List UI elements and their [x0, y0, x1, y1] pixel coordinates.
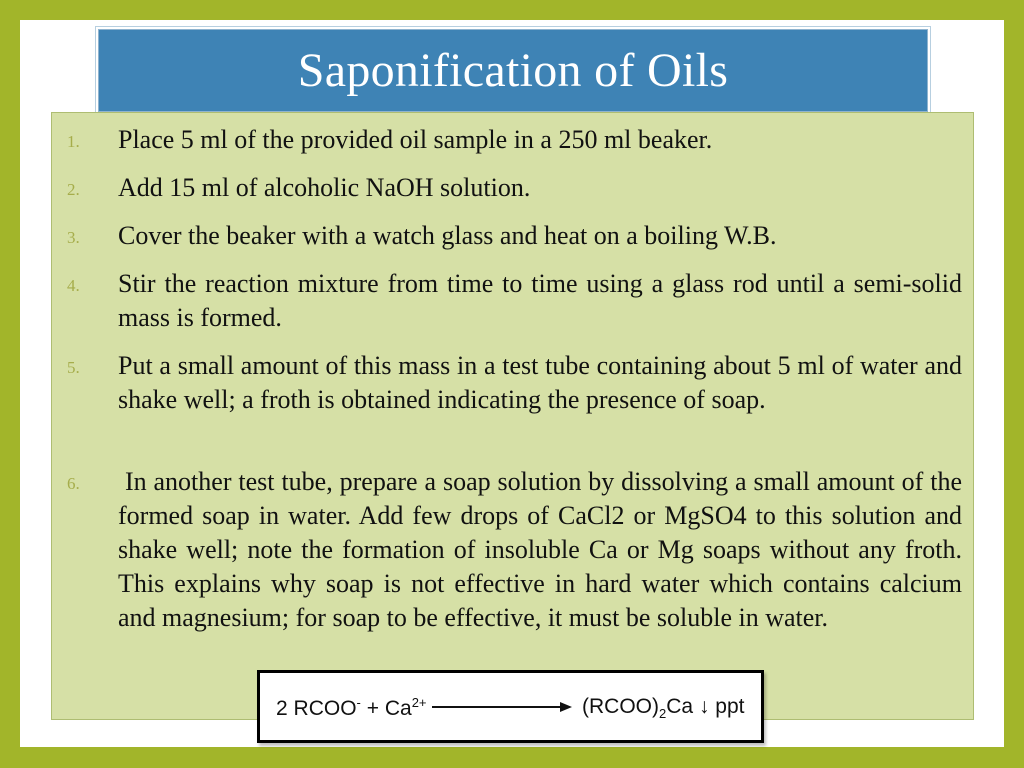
calcium-soap: (RCOO) — [582, 695, 659, 718]
list-number: 5. — [67, 358, 80, 377]
reaction-equation-box — [257, 670, 764, 743]
slide-title: Saponification of Oils — [297, 43, 729, 97]
list-item-text: Stir the reaction mixture from time to time using a glass rod until a semi-solid mass is formed. — [118, 269, 962, 332]
precipitate-label: ppt — [715, 695, 745, 718]
equation-reactants — [276, 695, 427, 721]
list-number: 3. — [67, 228, 80, 247]
list-number: 1. — [67, 132, 80, 151]
calcium-symbol: Ca — [666, 695, 694, 718]
calcium-charge: 2+ — [411, 695, 427, 710]
equation-products — [582, 695, 744, 721]
list-item-text: Cover the beaker with a watch glass and heat on a boiling W.B. — [118, 221, 777, 250]
calcium-ion: Ca — [384, 697, 412, 720]
content-panel — [51, 112, 974, 720]
list-number: 6. — [67, 474, 80, 493]
list-item-text: Place 5 ml of the provided oil sample in a 250 ml beaker. — [118, 125, 713, 154]
carboxylate-ion: RCOO — [293, 697, 357, 720]
list-item-text: Put a small amount of this mass in a test tube containing about 5 ml of water and shake well; a froth is obtained indicating the presence of soap. — [118, 351, 962, 414]
reaction-arrow-icon — [432, 701, 572, 713]
carboxylate-charge: - — [356, 695, 361, 710]
title-banner — [98, 29, 928, 112]
list-number: 2. — [67, 180, 80, 199]
list-item-text: Add 15 ml of alcoholic NaOH solution. — [118, 173, 531, 202]
list-item-text: In another test tube, prepare a soap solution by dissolving a small amount of the formed soap in water. Add few drops of CaCl2 or MgSO4 to this solution and shake well; note the formation of insoluble Ca or Mg soaps without any froth. This explains why soap is not effective in hard water which contains calcium and magnesium; for soap to be effective, it must be soluble in water. — [118, 467, 969, 632]
reactant-coefficient: 2 — [276, 697, 288, 720]
precipitate-arrow-icon: ↓ — [698, 695, 710, 718]
soap-subscript: 2 — [659, 706, 667, 722]
list-number: 4. — [67, 276, 80, 295]
plus-sign: + — [366, 697, 379, 720]
